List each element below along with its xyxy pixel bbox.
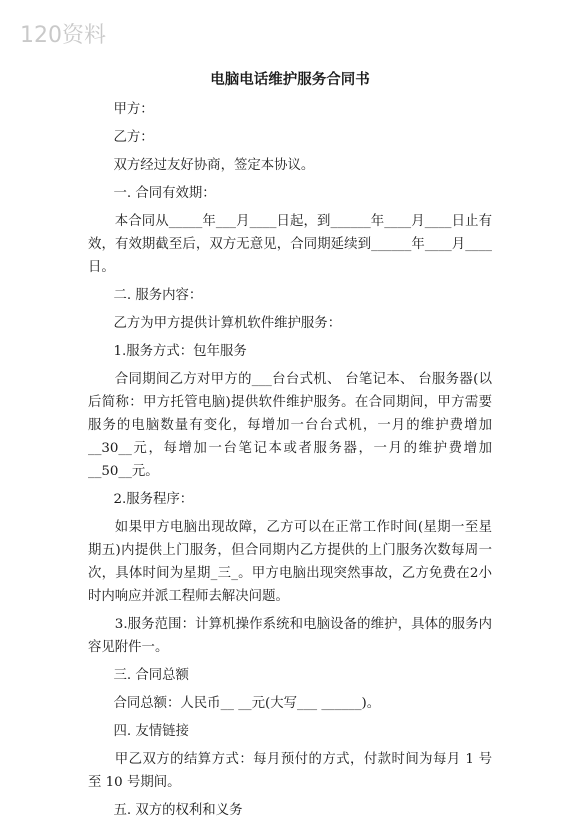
section-2-heading: 二. 服务内容： <box>113 288 203 303</box>
section-1-heading: 一. 合同有效期： <box>113 186 216 201</box>
item-2-body: 如果甲方电脑出现故障，乙方可以在正常工作时间(星期一至星期五)内提供上门服务，但合同期内乙方提供的上门服务次数每周一次，具体时间为星期_三_。甲方电脑出现突然事故，乙方免费在2小时内响应并派工程师去解决问题。 <box>88 520 492 604</box>
item-1-body: 合同期间乙方对甲方的___台台式机、 台笔记本、 台服务器(以后简称：甲方托管电脑)提供软件维护服务。在合同期间，甲方需要服务的电脑数量有变化，每增加一台台式机，一月的维护费增加__30__元，每增加一台笔记本或者服务器，一月的维护费增加__50__元。 <box>88 372 492 479</box>
watermark-logo: 120资料 <box>20 23 106 48</box>
document-title: 电脑电话维护服务合同书 <box>210 71 370 88</box>
party-b-line: 乙方： <box>113 130 154 145</box>
section-2-intro: 乙方为甲方提供计算机软件维护服务： <box>113 316 342 331</box>
agreement-line: 双方经过友好协商，签定本协议。 <box>113 158 315 173</box>
contract-document <box>88 68 492 827</box>
item-2-heading: 2.服务程序： <box>113 492 194 507</box>
section-1-body: 本合同从_____年___月____日起，到______年____月____日止有效，有效期截至后，双方无意见，合同期延续到______年____月____日。 <box>88 214 492 275</box>
item-1-heading: 1.服务方式：包年服务 <box>113 344 247 359</box>
section-5-heading: 五. 双方的权利和义务 <box>113 803 243 818</box>
section-4-heading: 四. 友情链接 <box>113 724 189 739</box>
party-a-line: 甲方： <box>113 102 154 117</box>
section-4-body: 甲乙双方的结算方式：每月预付的方式，付款时间为每月 1 号至 10 号期间。 <box>88 752 492 790</box>
section-3-heading: 三. 合同总额 <box>113 668 189 683</box>
item-3-body: 3.服务范围：计算机操作系统和电脑设备的维护，具体的服务内容见附件一。 <box>88 617 492 655</box>
section-3-body: 合同总额：人民币__ __元(大写___ ______)。 <box>113 696 381 711</box>
